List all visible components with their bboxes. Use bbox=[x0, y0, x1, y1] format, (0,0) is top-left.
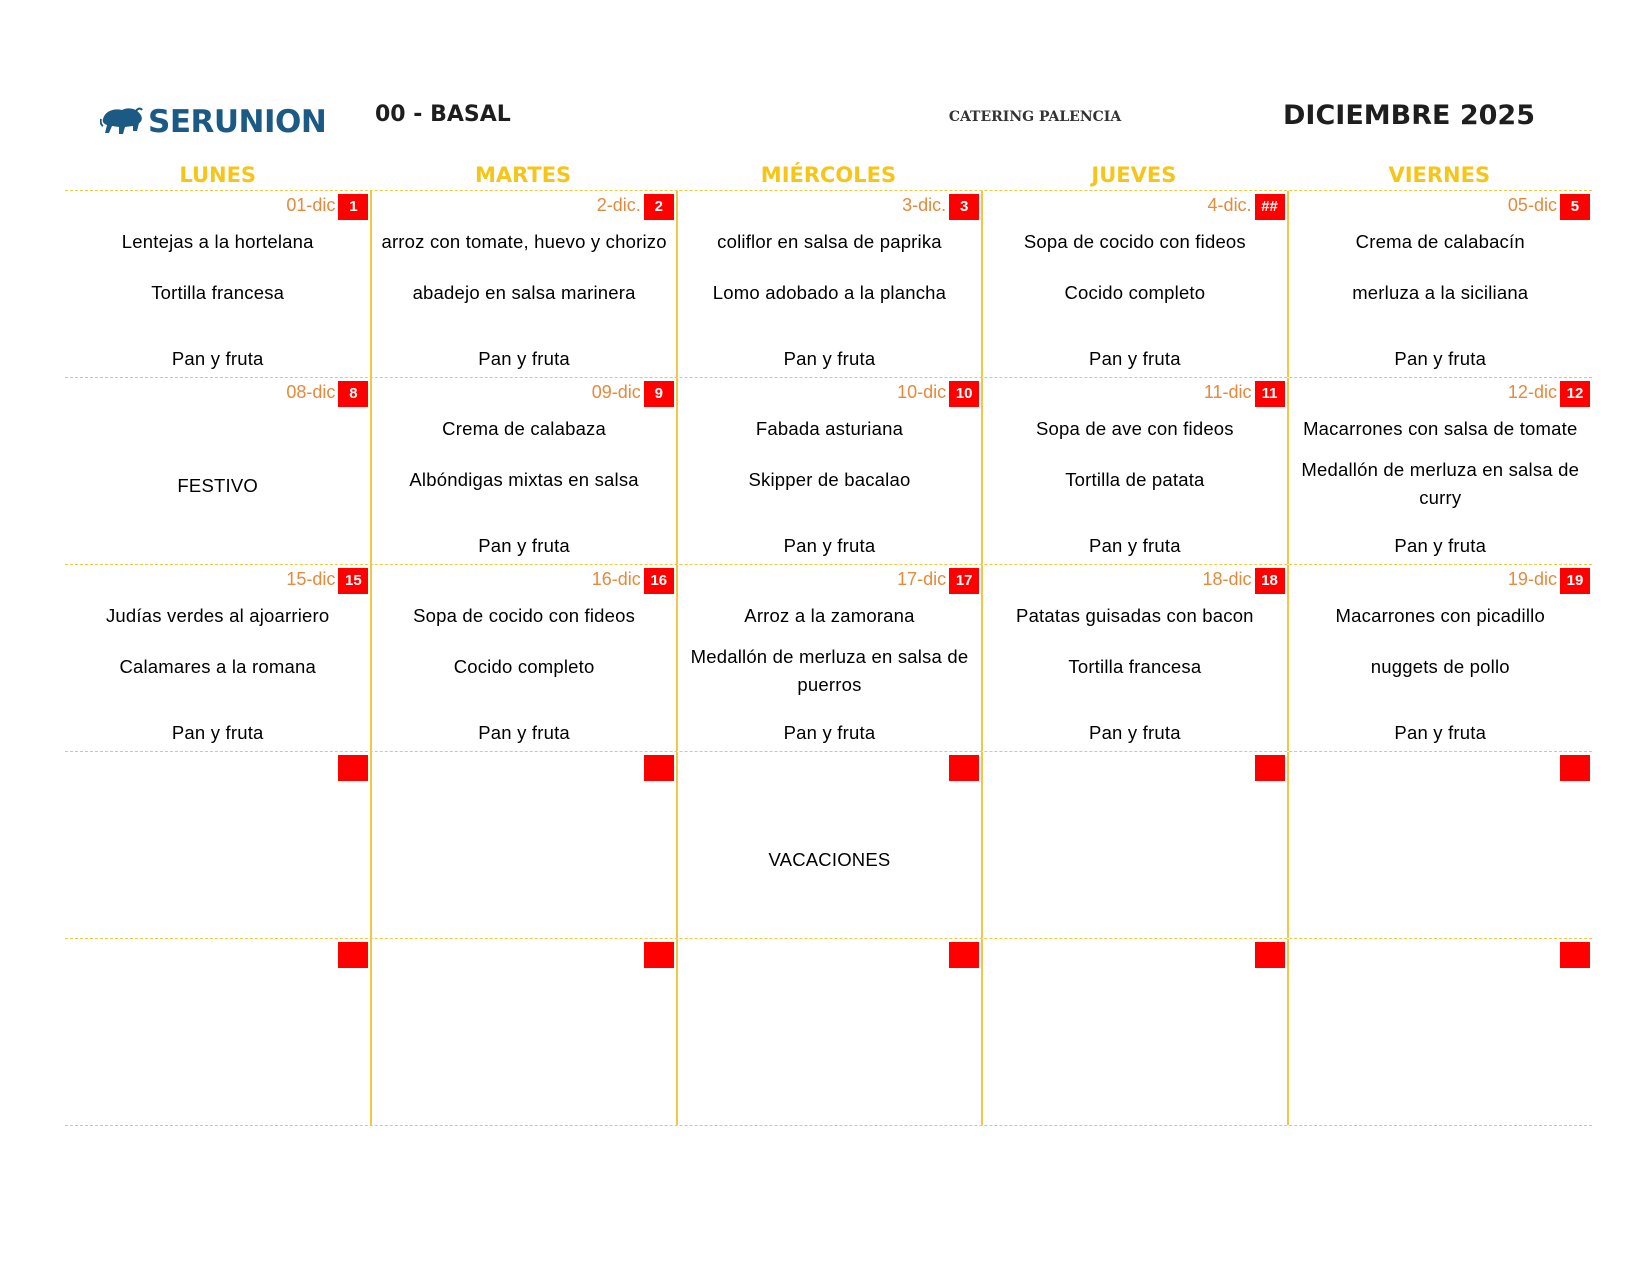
page-header bbox=[0, 0, 1650, 170]
day-number-badge: 17 bbox=[949, 568, 979, 594]
second-course: abadejo en salsa marinera bbox=[412, 282, 636, 303]
day-number-badge bbox=[1560, 755, 1590, 781]
weekday-monday: LUNES bbox=[179, 163, 257, 187]
second-course: Lomo adobado a la plancha bbox=[712, 282, 947, 303]
day-number-badge bbox=[1560, 942, 1590, 968]
day-cell bbox=[370, 752, 675, 938]
day-cell bbox=[676, 565, 981, 751]
week-row bbox=[65, 564, 1592, 751]
weekday-header bbox=[65, 163, 1592, 191]
week-row bbox=[65, 938, 1592, 1126]
first-course: Macarrones con picadillo bbox=[1335, 605, 1545, 626]
dessert: Pan y fruta bbox=[783, 348, 876, 369]
second-course: Tortilla de patata bbox=[1065, 469, 1205, 490]
catering-name: CATERING PALENCIA bbox=[948, 109, 1122, 125]
day-number-badge: 16 bbox=[644, 568, 674, 594]
second-course: Skipper de bacalao bbox=[748, 469, 911, 490]
day-number-badge: 9 bbox=[644, 381, 674, 407]
day-date: 01-dic bbox=[286, 195, 336, 215]
day-date: 4-dic. bbox=[1207, 195, 1252, 215]
day-number-badge: 19 bbox=[1560, 568, 1590, 594]
second-course: Cocido completo bbox=[1064, 282, 1206, 303]
day-cell bbox=[676, 939, 981, 1125]
day-cell bbox=[1287, 378, 1592, 564]
first-course: Sopa de ave con fideos bbox=[1035, 418, 1234, 439]
first-course: Arroz a la zamorana bbox=[744, 605, 915, 626]
day-cell bbox=[981, 378, 1286, 564]
day-cell bbox=[370, 378, 675, 564]
second-course: Calamares a la romana bbox=[119, 656, 316, 677]
brand-name: SERUNION bbox=[148, 104, 327, 140]
first-course: Fabada asturiana bbox=[755, 418, 904, 439]
day-cell bbox=[65, 191, 370, 377]
weekday-wednesday: MIÉRCOLES bbox=[760, 163, 897, 187]
first-course: Macarrones con salsa de tomate bbox=[1303, 418, 1578, 439]
day-date: 15-dic bbox=[286, 569, 336, 589]
brand-logo bbox=[100, 102, 326, 142]
day-number-badge bbox=[338, 755, 368, 781]
dessert: Pan y fruta bbox=[783, 722, 876, 743]
day-number-badge bbox=[1255, 942, 1285, 968]
first-course: Crema de calabacín bbox=[1355, 231, 1525, 252]
day-cell bbox=[676, 191, 981, 377]
day-number-badge bbox=[644, 942, 674, 968]
day-date: 19-dic bbox=[1507, 569, 1557, 589]
dessert: Pan y fruta bbox=[1394, 535, 1487, 556]
menu-calendar-grid bbox=[65, 190, 1592, 1126]
second-course: Albóndigas mixtas en salsa bbox=[409, 469, 639, 490]
day-cell bbox=[1287, 191, 1592, 377]
day-cell bbox=[65, 565, 370, 751]
dessert: Pan y fruta bbox=[478, 535, 570, 556]
day-date: 05-dic bbox=[1507, 195, 1557, 215]
dessert: Pan y fruta bbox=[1089, 722, 1181, 743]
day-cell bbox=[370, 565, 675, 751]
day-date: 16-dic bbox=[591, 569, 641, 589]
day-number-badge: 1 bbox=[338, 194, 368, 220]
day-cell bbox=[1287, 565, 1592, 751]
second-course: Tortilla francesa bbox=[151, 282, 285, 303]
dessert: Pan y fruta bbox=[1394, 722, 1487, 743]
first-course: Sopa de cocido con fideos bbox=[413, 605, 636, 626]
day-cell bbox=[1287, 752, 1592, 938]
second-course: Medallón de merluza en salsa de puerros bbox=[690, 646, 969, 695]
second-course: nuggets de pollo bbox=[1370, 656, 1510, 677]
day-number-badge: 12 bbox=[1560, 381, 1590, 407]
day-cell bbox=[370, 191, 675, 377]
day-number-badge: 3 bbox=[949, 194, 979, 220]
day-number-badge: 2 bbox=[644, 194, 674, 220]
day-cell bbox=[370, 939, 675, 1125]
first-course: arroz con tomate, huevo y chorizo bbox=[381, 231, 667, 252]
first-course: Patatas guisadas con bacon bbox=[1016, 605, 1254, 626]
day-date: 2-dic. bbox=[596, 195, 641, 215]
day-date: 17-dic bbox=[897, 569, 947, 589]
day-number-badge bbox=[338, 942, 368, 968]
menu-name: 00 - BASAL bbox=[375, 102, 511, 127]
day-note: FESTIVO bbox=[177, 475, 258, 496]
day-cell bbox=[981, 191, 1286, 377]
first-course: coliflor en salsa de paprika bbox=[717, 231, 942, 252]
day-date: 12-dic bbox=[1507, 382, 1557, 402]
second-course: merluza a la siciliana bbox=[1352, 282, 1529, 303]
day-date: 18-dic bbox=[1202, 569, 1252, 589]
week-row bbox=[65, 190, 1592, 377]
day-number-badge bbox=[949, 755, 979, 781]
dessert: Pan y fruta bbox=[1089, 348, 1181, 369]
second-course: Tortilla francesa bbox=[1068, 656, 1202, 677]
dessert: Pan y fruta bbox=[171, 348, 264, 369]
weekday-friday: VIERNES bbox=[1388, 163, 1491, 187]
day-number-badge bbox=[1255, 755, 1285, 781]
second-course: Cocido completo bbox=[453, 656, 595, 677]
dessert: Pan y fruta bbox=[478, 348, 570, 369]
bison-icon bbox=[100, 105, 144, 139]
day-cell bbox=[65, 752, 370, 938]
day-date: 3-dic. bbox=[902, 195, 947, 215]
dessert: Pan y fruta bbox=[171, 722, 264, 743]
day-number-badge: ## bbox=[1255, 194, 1285, 220]
week-row bbox=[65, 377, 1592, 564]
day-number-badge bbox=[644, 755, 674, 781]
month-title: DICIEMBRE 2025 bbox=[1283, 100, 1535, 131]
dessert: Pan y fruta bbox=[1089, 535, 1181, 556]
dessert: Pan y fruta bbox=[783, 535, 876, 556]
day-cell bbox=[65, 939, 370, 1125]
second-course: Medallón de merluza en salsa de curry bbox=[1301, 459, 1580, 508]
day-number-badge: 5 bbox=[1560, 194, 1590, 220]
day-cell bbox=[676, 752, 981, 938]
dessert: Pan y fruta bbox=[478, 722, 570, 743]
day-cell bbox=[981, 752, 1286, 938]
day-number-badge: 8 bbox=[338, 381, 368, 407]
first-course: Crema de calabaza bbox=[442, 418, 606, 439]
first-course: Lentejas a la hortelana bbox=[121, 231, 314, 252]
first-course: Sopa de cocido con fideos bbox=[1023, 231, 1246, 252]
day-cell bbox=[676, 378, 981, 564]
day-date: 10-dic bbox=[897, 382, 947, 402]
day-number-badge: 11 bbox=[1255, 381, 1285, 407]
day-number-badge: 10 bbox=[949, 381, 979, 407]
day-number-badge: 15 bbox=[338, 568, 368, 594]
weekday-thursday: JUEVES bbox=[1091, 163, 1177, 187]
day-note: VACACIONES bbox=[768, 849, 891, 870]
day-date: 11-dic bbox=[1203, 382, 1252, 402]
first-course: Judías verdes al ajoarriero bbox=[105, 605, 330, 626]
day-cell bbox=[1287, 939, 1592, 1125]
day-cell bbox=[65, 378, 370, 564]
dessert: Pan y fruta bbox=[1394, 348, 1487, 369]
day-date: 09-dic bbox=[591, 382, 641, 402]
day-number-badge: 18 bbox=[1255, 568, 1285, 594]
week-row bbox=[65, 751, 1592, 938]
day-number-badge bbox=[949, 942, 979, 968]
day-cell bbox=[981, 565, 1286, 751]
weekday-tuesday: MARTES bbox=[475, 163, 572, 187]
day-cell bbox=[981, 939, 1286, 1125]
day-date: 08-dic bbox=[286, 382, 336, 402]
